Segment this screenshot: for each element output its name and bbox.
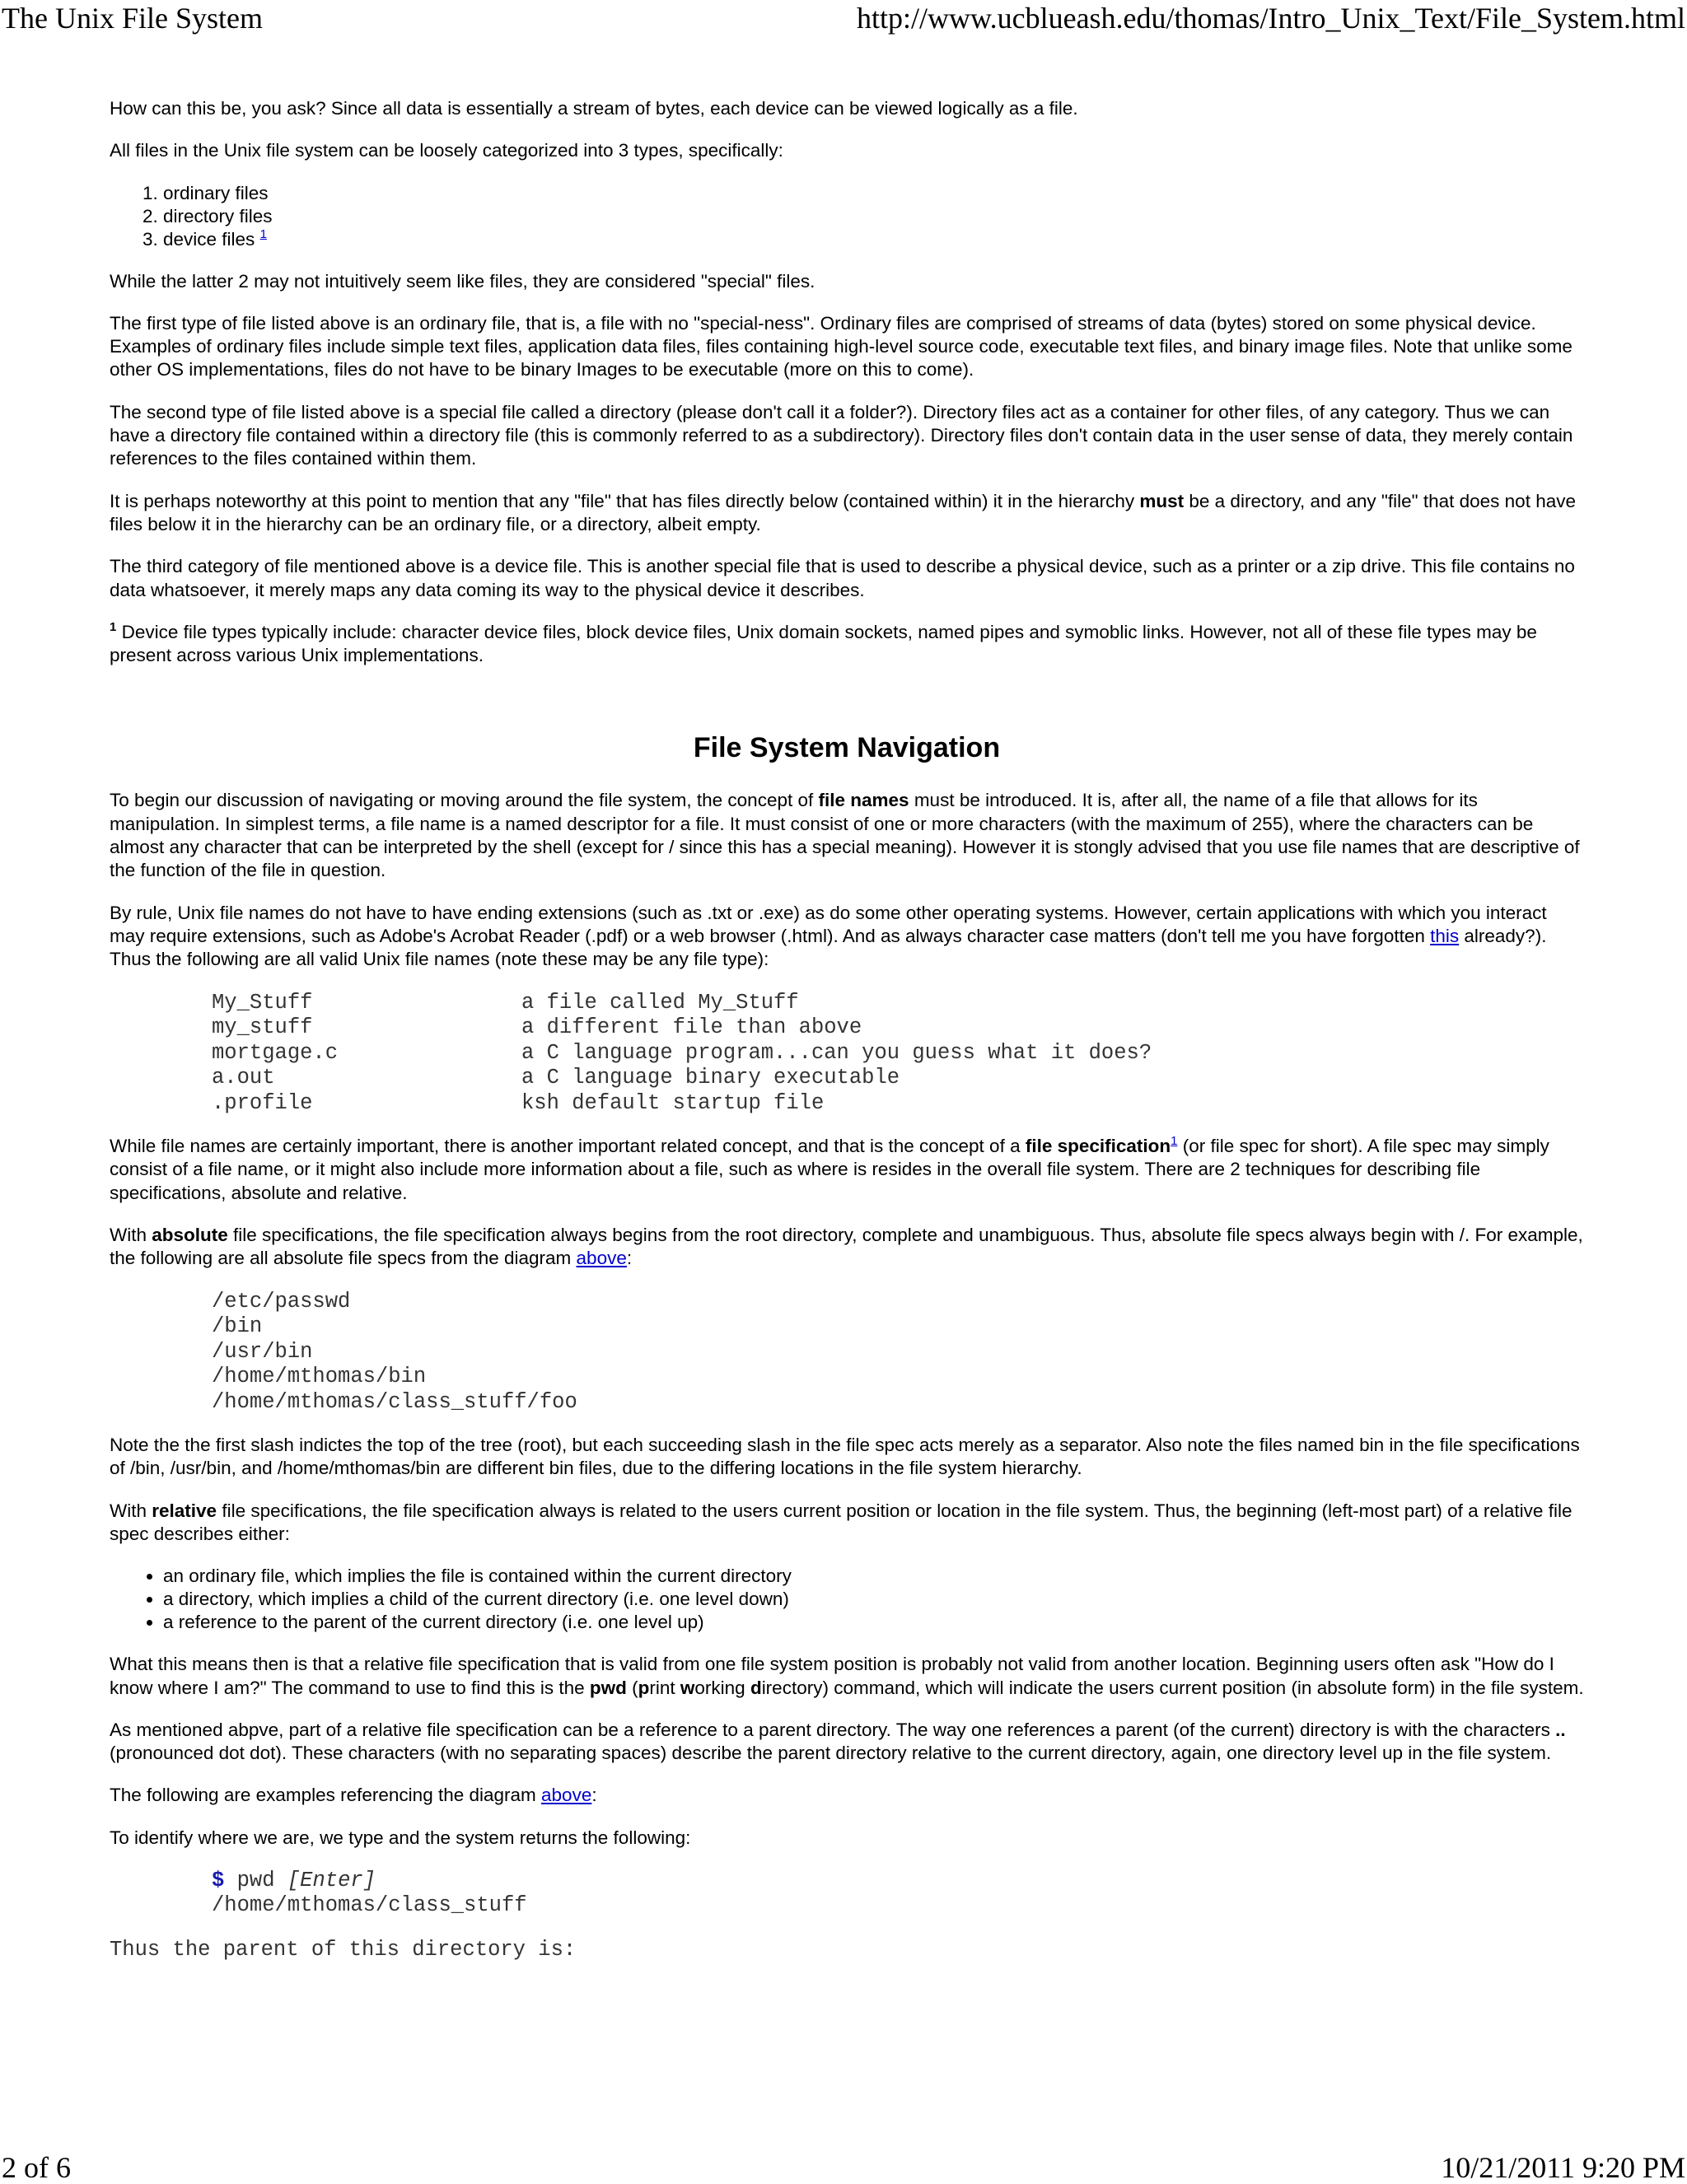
path-line: /home/mthomas/class_stuff/foo [212,1389,577,1414]
intro-paragraph-7: The third category of file mentioned above is a device file. This is another special file that is used to describe a physical device, such as a printer or a zip drive. This file contains no data whatsoever, it merely maps any data coming its way to the physical device it describes. [110,556,1575,600]
text: ( [626,1677,638,1698]
nav-paragraph-3 [110,1135,1584,1205]
article-content [110,97,1584,1962]
filename: mortgage.c [212,1040,339,1065]
above-link[interactable]: above [576,1248,627,1269]
intro-paragraph-1: How can this be, you ask? Since all data is essentially a stream of bytes, each device can be viewed logically as a file. [110,98,1078,119]
path-line: /home/mthomas/bin [212,1365,427,1389]
filenames-example [212,991,1584,1117]
text: By rule, Unix file names do not have to have ending extensions (such as .txt or .exe) as do some other operating systems. However, certain applications with which you interact may require extensions, such as Adobe's Acrobat Reader (.pdf) or a web browser (.html). And as always character case matters (don't tell me you have forgotten [110,902,1547,946]
bold-text: relative [152,1500,217,1521]
text: file specifications, the file specification always begins from the root directory, complete and unambiguous. Thus, absolute file specs always begin with /. For example, the following are all absolute file specs from the diagram [110,1224,1583,1269]
intro-paragraph-4: The first type of file listed above is an ordinary file, that is, a file with no "special-ness". Ordinary files are comprised of streams of data (bytes) stored on some physical device. Examples of ordinary files include simple text files, application data files, files containing high-level source code, executable text files, and binary image files. Note that unlike some other OS implementations, files do not have to be binary Images to be executable (more on this to come). [110,312,1573,380]
text: irectory) command, which will indicate the users current position (in absolute form) in the file system. [761,1677,1584,1698]
bold-text: p [638,1677,650,1698]
nav-paragraph-6 [110,1500,1584,1547]
text: orking [694,1677,750,1698]
text: file specifications, the file specification always is related to the users current position or location in the file system. Thus, the beginning (left-most part) of a relative file spec describes either: [110,1500,1573,1544]
bold-text: absolute [152,1224,228,1245]
text: rint [649,1677,680,1698]
intro-paragraph-3: While the latter 2 may not intuitively seem like files, they are considered "special" files. [110,270,815,292]
print-header-url: http://www.ucblueash.edu/thomas/Intro_Unix_Text/File_System.html [856,2,1685,35]
last-line: Thus the parent of this directory is: [110,1937,577,1962]
footnote-link[interactable]: 1 [259,226,267,241]
list-item: 1. ordinary files [163,182,1584,205]
path-line: /usr/bin [212,1339,313,1364]
text: The following are examples referencing the diagram [110,1785,542,1806]
text: : [626,1248,633,1269]
text: : [591,1785,597,1806]
bold-text: must [1139,490,1185,511]
list-item [163,228,1584,251]
shell-prompt: $ [212,1868,225,1892]
path-line: /bin [212,1314,263,1339]
text: To begin our discussion of navigating or moving around the file system, the concept of [110,790,819,811]
text: be a directory, and any "file" that does not have files below it in the hierarchy can be an ordinary file, or a directory, albeit empty. [110,490,1576,534]
bold-text: d [750,1677,762,1698]
list-item-text: device files [163,228,255,250]
print-footer-page: 2 of 6 [2,2151,71,2184]
bold-text: file specification [1025,1136,1171,1157]
text: With [110,1224,152,1245]
filename-desc: a different file than above [521,1015,862,1040]
relative-spec-list [110,1565,1584,1634]
command-line [212,1869,1584,1894]
footnote [110,621,1584,668]
list-item: • a reference to the parent of the current directory (i.e. one level up) [163,1611,1584,1634]
list-item: • an ordinary file, which implies the file is contained within the current directory [163,1565,1584,1588]
text: While file names are certainly important, there is another important related concept, and that is the concept of a [110,1136,1026,1157]
filename-desc: a file called My_Stuff [521,990,799,1015]
filename: my_stuff [212,1015,313,1040]
nav-paragraph-10: To identify where we are, we type and the system returns the following: [110,1827,691,1848]
filename: a.out [212,1066,275,1090]
filename: My_Stuff [212,990,313,1015]
text: With [110,1500,152,1521]
this-link[interactable]: this [1430,925,1460,946]
nav-paragraph-9 [110,1784,1584,1807]
list-item: • a directory, which implies a child of the current directory (i.e. one level down) [163,1588,1584,1611]
command-output: /home/mthomas/class_stuff [212,1893,527,1918]
nav-paragraph-4 [110,1224,1584,1271]
section-heading: File System Navigation [693,732,1001,764]
filename-desc: a C language program...can you guess what it does? [521,1040,1152,1065]
pwd-example [212,1869,1584,1919]
above-link[interactable]: above [541,1785,592,1806]
nav-paragraph-1 [110,789,1584,882]
print-header-title: The Unix File System [2,2,263,35]
filename-desc: ksh default startup file [521,1090,825,1115]
absolute-paths-example [212,1290,1584,1416]
text: (pronounced dot dot). These characters (with no separating spaces) describe the parent directory relative to the current directory, again, one directory level up in the file system. [110,1743,1552,1764]
filename-desc: a C language binary executable [521,1066,900,1090]
text: It is perhaps noteworthy at this point to mention that any "file" that has files directly below (contained within) it in the hierarchy [110,490,1140,511]
text: already?). Thus the following are all valid Unix file names (note these may be any file type): [110,925,1547,970]
bold-text: pwd [589,1677,627,1698]
footnote-mark: 1 [110,619,117,634]
bold-text: w [680,1677,695,1698]
footnote-text: Device file types typically include: character device files, block device files, Unix domain sockets, named pipes and symoblic links. However, not all of these file types may be present across various Unix implementations. [110,621,1537,666]
file-types-list [110,182,1584,251]
text: As mentioned abpve, part of a relative file specification can be a reference to a parent directory. The way one references a parent (of the current) directory is with the characters [110,1719,1556,1740]
footnote-link[interactable]: 1 [1171,1134,1178,1149]
bold-text: .. [1555,1719,1566,1740]
nav-paragraph-2 [110,902,1584,972]
command: pwd [236,1868,275,1892]
text: (or file spec for short). A file spec may simply consist of a file name, or it might also include more information about a file, such as where is resides in the overall file system. There are 2 techniques for describing file specifications, absolute and relative. [110,1136,1549,1203]
intro-paragraph-6 [110,490,1584,537]
intro-paragraph-5: The second type of file listed above is a special file called a directory (please don't call it a folder?). Directory files act as a container for other files, of any category. Thus we can have a directory file contained within a directory file (this is commonly referred to as a subdirectory). Directory files don't contain data in the user sense of data, they merely contain references to the files contained within them. [110,401,1573,469]
intro-paragraph-2: All files in the Unix file system can be loosely categorized into 3 types, specifically: [110,140,783,161]
enter-key-label: [Enter] [287,1868,376,1892]
nav-paragraph-8 [110,1719,1584,1766]
text: must be introduced. It is, after all, the name of a file that allows for its manipulation. In simplest terms, a file name is a named descriptor for a file. It must consist of one or more characters (with the maximum of 255), where the characters can be almost any character that can be interpreted by the shell (except for / since this has a special meaning). However it is stongly advised that you use file names that are descriptive of the function of the file in question. [110,790,1580,881]
nav-paragraph-7 [110,1653,1584,1700]
nav-paragraph-5: Note the the first slash indictes the top of the tree (root), but each succeeding slash in the file spec acts merely as a separator. Also note the files named bin in the file specifications of /bin, /usr/bin, and /home/mthomas/bin are different bin files, due to the differing locations in the file system hierarchy. [110,1435,1580,1479]
text: What this means then is that a relative file specification that is valid from one file system position is probably not valid from another location. Beginning users often ask "How do I know where I am?" The command to use to find this is the [110,1654,1554,1698]
print-footer-datetime: 10/21/2011 9:20 PM [1441,2151,1685,2184]
path-line: /etc/passwd [212,1289,351,1314]
filename: .profile [212,1090,313,1115]
list-item: 2. directory files [163,205,1584,228]
bold-text: file names [818,790,909,811]
